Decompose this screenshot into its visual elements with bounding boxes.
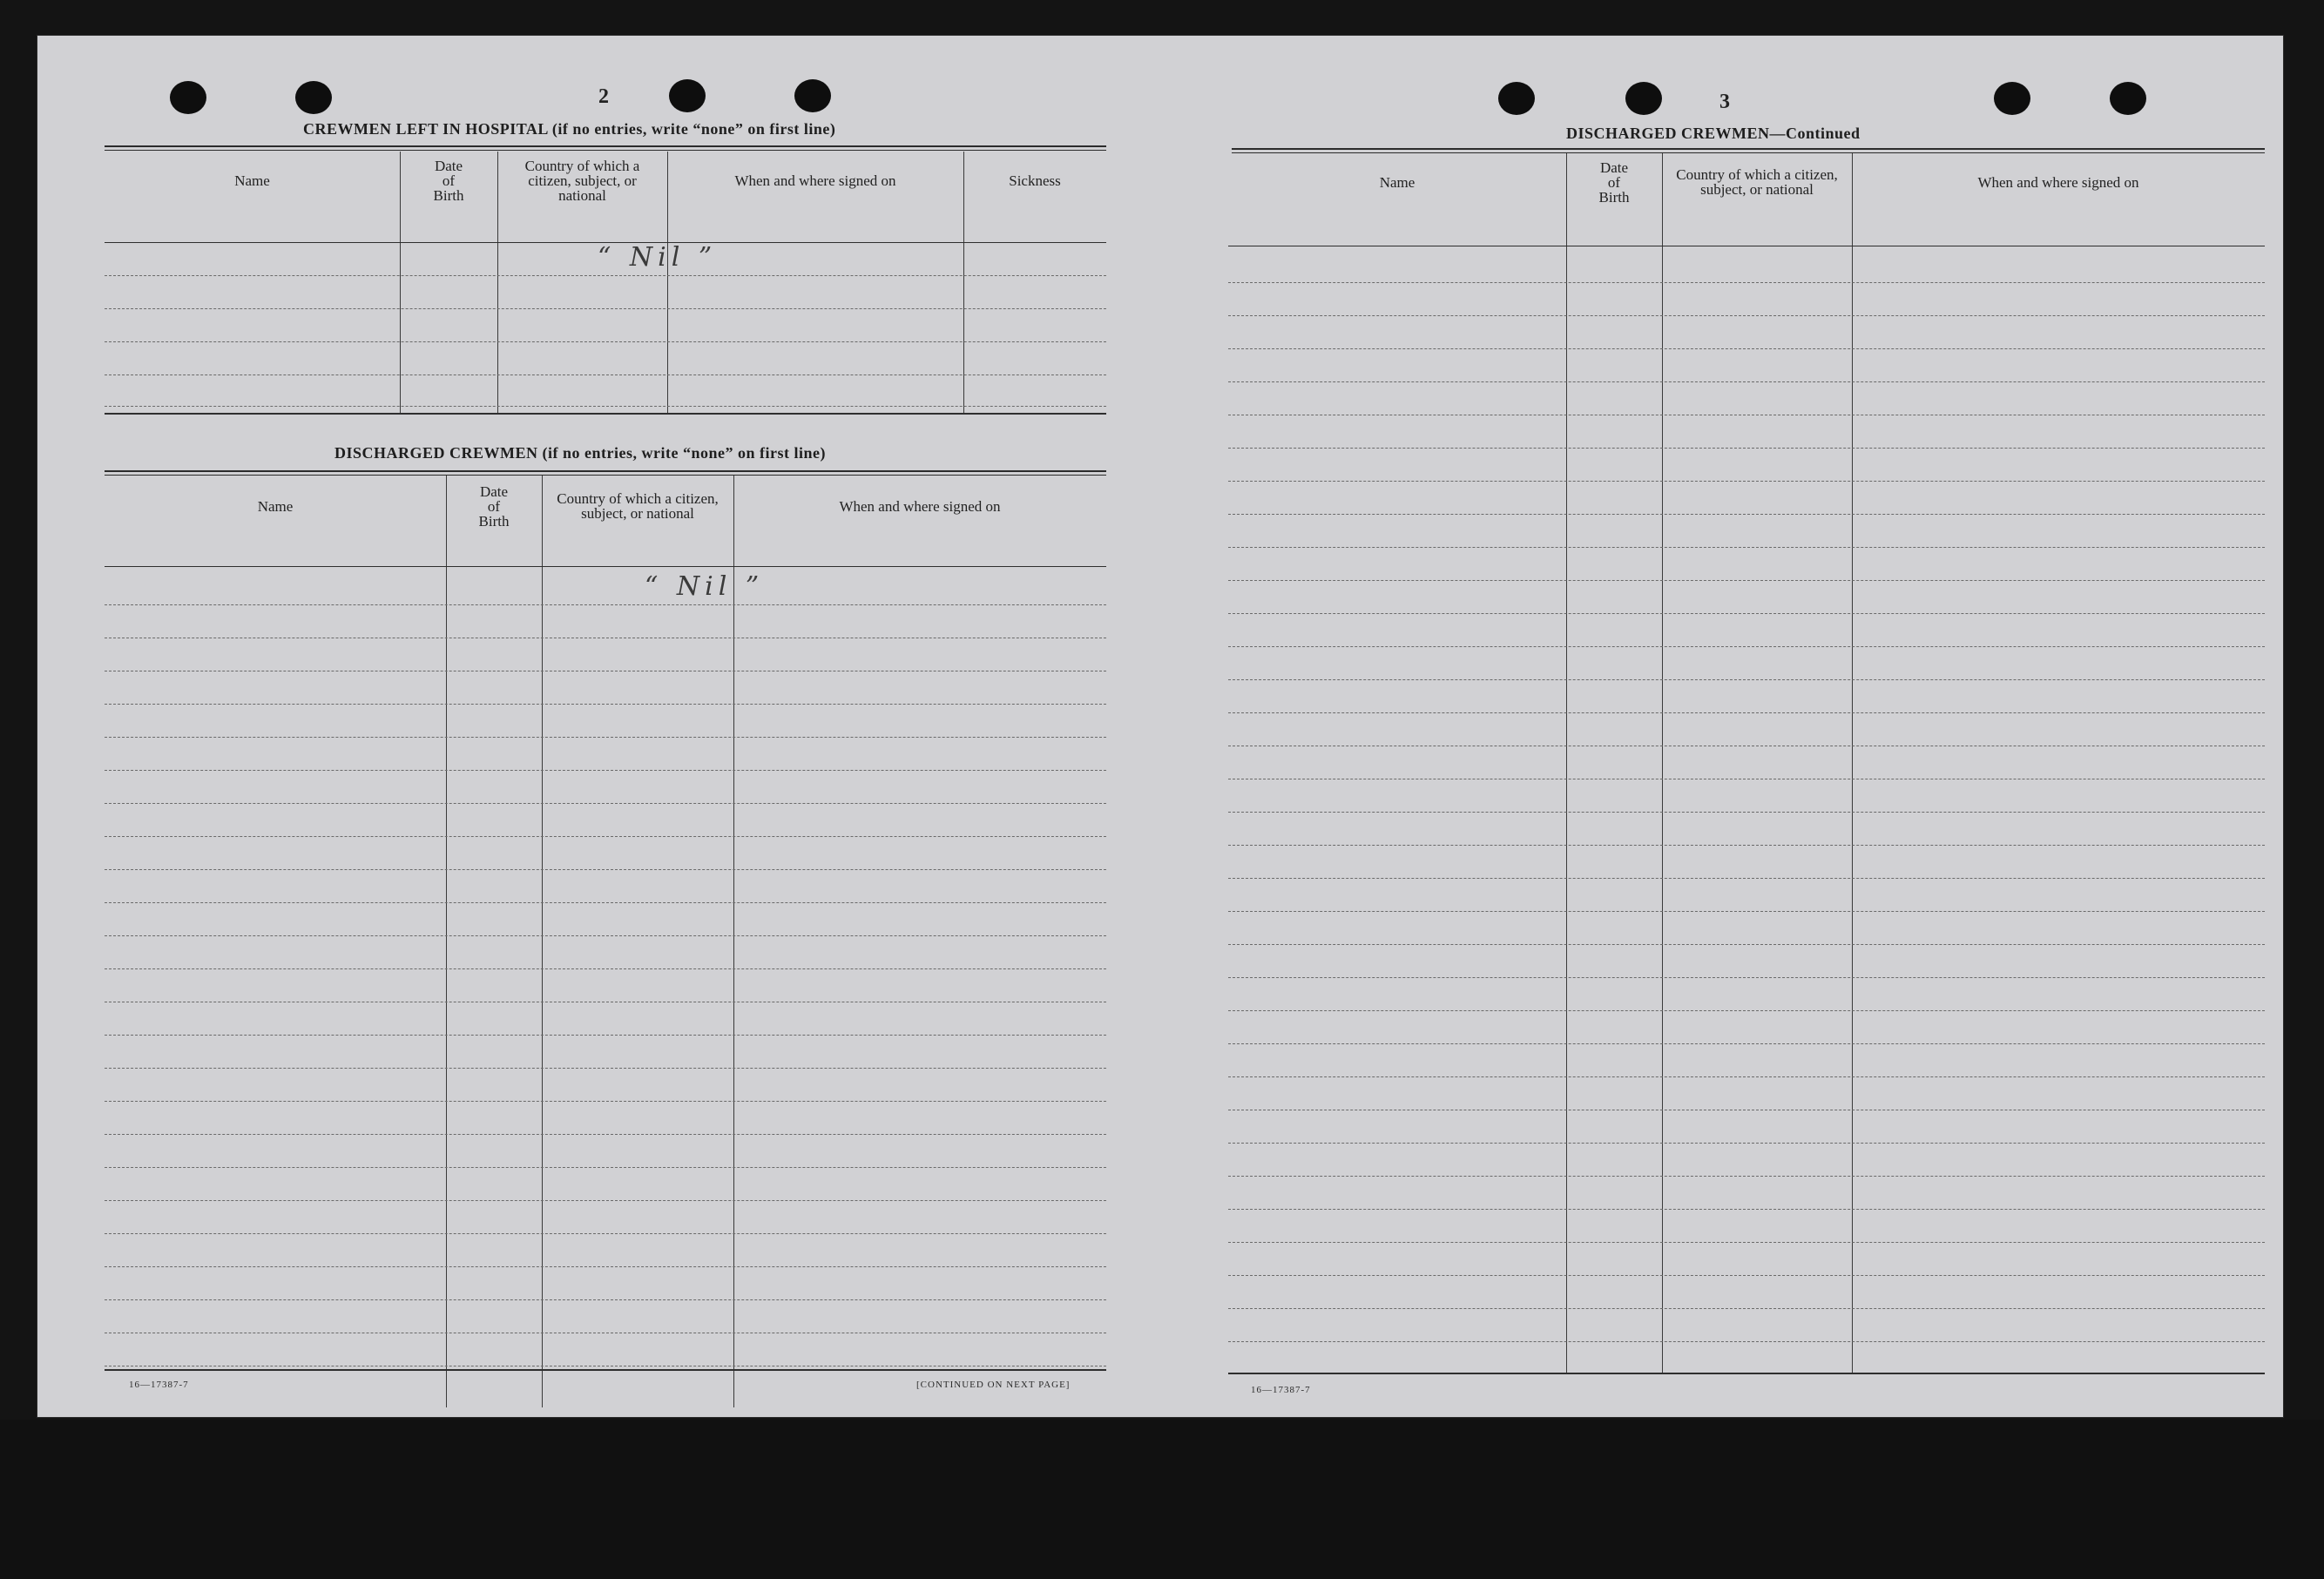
discharged-col-header-signed-on: When and where signed on <box>839 497 1001 515</box>
table-row <box>1228 381 2265 382</box>
table-row <box>105 968 1106 969</box>
discharged-table-left <box>105 476 1106 1407</box>
discharged-continued-title-bold: DISCHARGED CREWMEN— <box>1566 125 1787 142</box>
discharged-dob-label: Date of Birth <box>478 482 510 530</box>
discharged-col-header-name: Name <box>257 497 294 515</box>
table-row <box>105 1068 1106 1069</box>
hospital-col-header-signed-on: When and where signed on <box>734 172 896 189</box>
discharged-col-divider <box>542 476 543 1407</box>
table-row <box>1228 1043 2265 1044</box>
hospital-handwritten-nil: “ Nil ” <box>598 242 718 273</box>
discharged-bottom-rule <box>105 1369 1106 1371</box>
hospital-bottom-rule <box>105 413 1106 415</box>
right-col-header-country <box>1662 153 1852 211</box>
table-row <box>1228 1242 2265 1243</box>
table-row <box>1228 944 2265 945</box>
discharged-col-header-country <box>542 476 733 536</box>
footer-form-number-right: 16—17387-7 <box>1251 1385 1311 1395</box>
punch-hole <box>1625 82 1662 115</box>
table-row <box>105 1299 1106 1300</box>
right-country-label: Country of which a citizen, subject, or national <box>1676 166 1838 198</box>
discharged-title-note: (if no entries, write “none” on first line) <box>542 444 826 462</box>
punch-hole <box>1498 82 1535 115</box>
discharged-continued-title-suffix: Continued <box>1786 125 1861 142</box>
right-col-header-dob <box>1566 153 1662 211</box>
table-row <box>105 275 1106 276</box>
page-number-left: 2 <box>598 85 609 108</box>
table-row <box>1228 1076 2265 1077</box>
table-row <box>1228 547 2265 548</box>
table-row <box>105 704 1106 705</box>
table-row <box>105 1266 1106 1267</box>
table-row <box>1228 1341 2265 1342</box>
table-row <box>105 308 1106 309</box>
hospital-title-note: (if no entries, write “none” on first line) <box>551 120 836 138</box>
table-row <box>1228 613 2265 614</box>
right-dob-label: Date of Birth <box>1598 159 1630 206</box>
table-row <box>105 1167 1106 1168</box>
discharged-col-divider <box>446 476 447 1407</box>
table-row <box>105 1101 1106 1102</box>
table-row <box>105 803 1106 804</box>
table-row <box>1228 282 2265 283</box>
hospital-col-header-country <box>497 152 667 209</box>
discharged-col-divider <box>733 476 734 1407</box>
right-col-header-signed-on: When and where signed on <box>1977 173 2139 191</box>
document-sheet <box>37 35 2284 1418</box>
table-row <box>1228 812 2265 813</box>
discharged-col-header-dob <box>446 476 542 536</box>
table-row <box>1228 878 2265 879</box>
punch-hole <box>794 79 831 112</box>
table-row <box>1228 1143 2265 1144</box>
table-row <box>1228 514 2265 515</box>
hospital-col-header-sickness: Sickness <box>1009 172 1061 189</box>
hospital-col-header-name: Name <box>234 172 270 189</box>
discharged-country-label: Country of which a citizen, subject, or national <box>557 490 719 522</box>
table-row <box>1228 712 2265 713</box>
right-col-divider <box>1852 153 1853 1373</box>
table-row <box>105 770 1106 771</box>
discharged-handwritten-nil: “ Nil ” <box>645 571 765 602</box>
table-row <box>1228 1308 2265 1309</box>
right-bottom-rule <box>1228 1373 2265 1374</box>
table-row <box>105 1134 1106 1135</box>
punch-hole <box>170 81 206 114</box>
discharged-title-bold: DISCHARGED CREWMEN <box>334 444 538 462</box>
table-row <box>1228 580 2265 581</box>
discharged-table-right <box>1228 153 2265 1373</box>
table-row <box>1228 977 2265 978</box>
table-row <box>1228 679 2265 680</box>
table-row <box>105 869 1106 870</box>
right-col-divider <box>1662 153 1663 1373</box>
hospital-top-rule <box>105 145 1106 151</box>
hospital-title-bold: CREWMEN LEFT IN HOSPITAL <box>303 120 548 138</box>
hospital-dob-label: Date of Birth <box>433 157 464 204</box>
discharged-section-title <box>334 444 826 462</box>
hospital-section-title <box>303 120 835 138</box>
table-row <box>105 1200 1106 1201</box>
hospital-table <box>105 152 1106 413</box>
table-row <box>105 737 1106 738</box>
table-row <box>105 406 1106 407</box>
footer-continued-note: [CONTINUED ON NEXT PAGE] <box>916 1380 1071 1390</box>
table-row <box>1228 315 2265 316</box>
table-row <box>1228 348 2265 349</box>
right-col-divider <box>1566 153 1567 1373</box>
table-row <box>1228 1209 2265 1210</box>
table-row <box>1228 1010 2265 1011</box>
table-row <box>1228 1176 2265 1177</box>
table-row <box>105 1233 1106 1234</box>
punch-hole <box>1994 82 2030 115</box>
discharged-continued-title <box>1566 125 1861 143</box>
table-row <box>1228 646 2265 647</box>
hospital-col-header-dob <box>400 152 497 209</box>
discharged-header-underline <box>105 566 1106 567</box>
table-row <box>1228 448 2265 449</box>
punch-hole <box>669 79 706 112</box>
table-row <box>105 902 1106 903</box>
table-row <box>1228 911 2265 912</box>
hospital-country-label: Country of which a citizen, subject, or national <box>524 157 640 204</box>
table-row <box>105 341 1106 342</box>
right-col-header-name: Name <box>1379 173 1415 191</box>
table-row <box>1228 481 2265 482</box>
punch-hole <box>295 81 332 114</box>
table-row <box>105 935 1106 936</box>
table-row <box>105 836 1106 837</box>
table-row <box>105 1035 1106 1036</box>
table-row <box>105 604 1106 605</box>
table-row <box>1228 1275 2265 1276</box>
footer-form-number-left: 16—17387-7 <box>129 1380 189 1390</box>
table-row <box>1228 845 2265 846</box>
punch-hole <box>2110 82 2146 115</box>
scan-background <box>0 1420 2324 1579</box>
page-number-right: 3 <box>1719 91 1730 113</box>
